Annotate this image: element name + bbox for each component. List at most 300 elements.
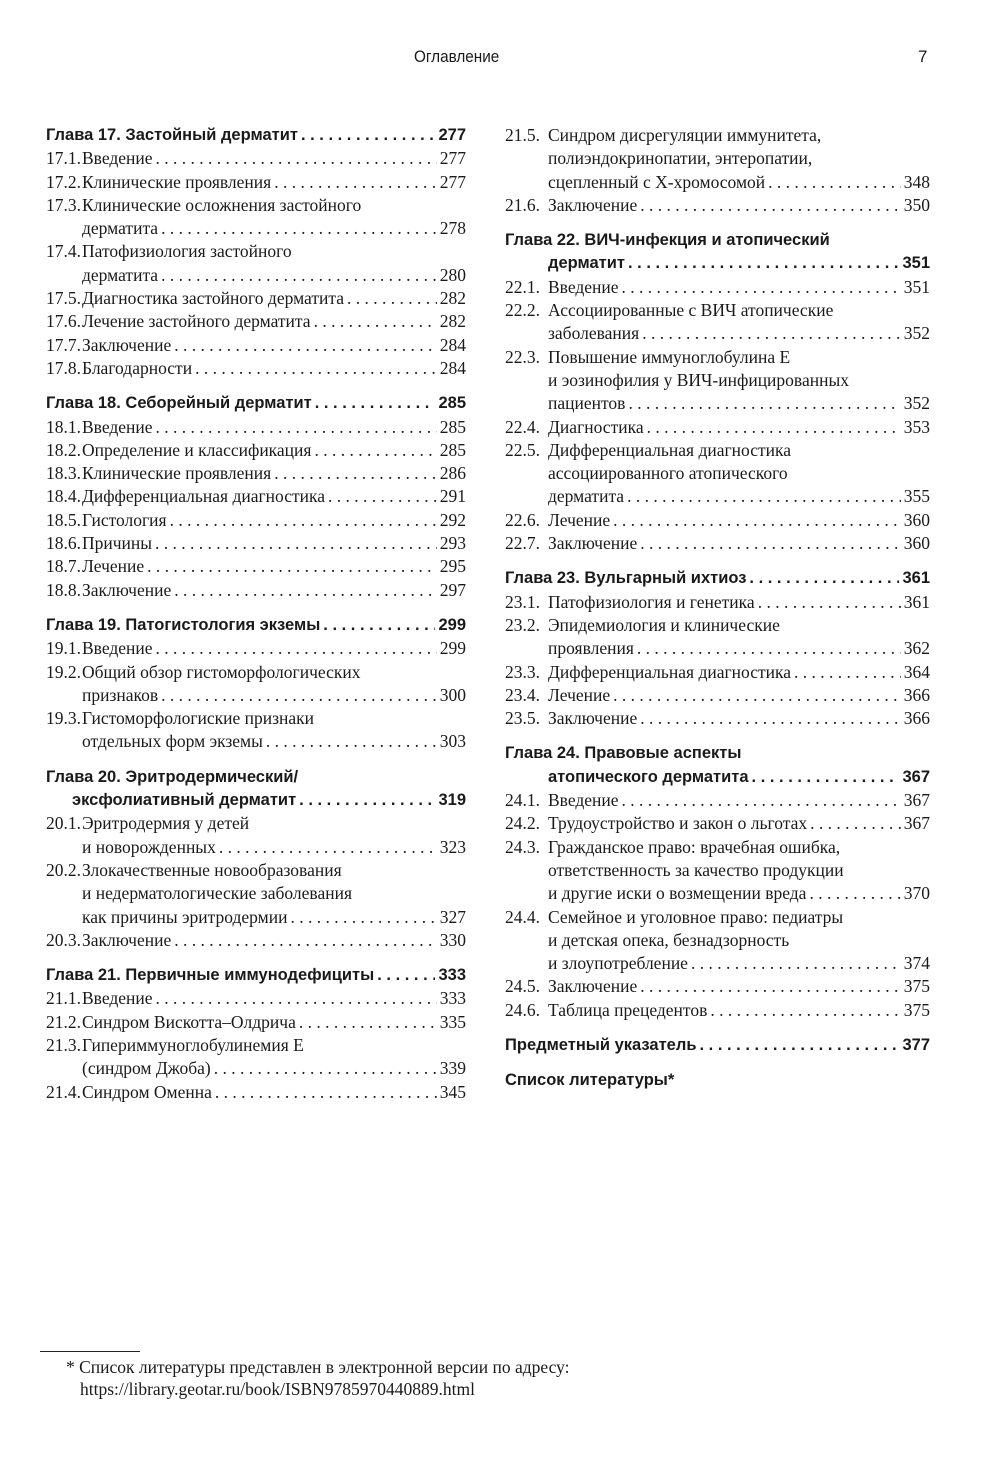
- toc-entry[interactable]: [505, 194, 930, 217]
- entry-page: 285: [439, 416, 466, 437]
- toc-entry[interactable]: [46, 439, 466, 462]
- toc-chapter[interactable]: [505, 567, 930, 590]
- toc-line: [505, 416, 930, 439]
- entry-title: Глава 18. Себорейный дерматит: [46, 394, 312, 413]
- entry-title: Синдром Вискотта–Олдрича: [82, 1011, 296, 1032]
- entry-number: 22.4.: [505, 416, 540, 437]
- toc-line: [505, 614, 930, 637]
- entry-number: 17.2.: [46, 171, 81, 192]
- toc-line: [505, 322, 930, 345]
- dot-leader: [768, 171, 901, 194]
- dot-leader: [377, 964, 435, 987]
- page-number: 7: [918, 47, 928, 66]
- toc-entry[interactable]: [505, 299, 930, 346]
- entry-title: и другие иски о возмещении вреда: [548, 883, 807, 904]
- entry-page: 350: [903, 194, 930, 215]
- toc-entry[interactable]: [46, 987, 466, 1010]
- entry-title: отдельных форм экземы: [82, 731, 263, 752]
- toc-line: [46, 1057, 466, 1080]
- entry-number: 17.5.: [46, 288, 81, 309]
- entry-title: проявления: [548, 638, 634, 659]
- entry-title: Заключение: [548, 708, 638, 729]
- entry-number: 18.1.: [46, 416, 81, 437]
- entry-title: Диагностика: [548, 416, 644, 437]
- toc-line: [505, 1069, 930, 1092]
- toc-chapter[interactable]: [505, 742, 930, 789]
- toc-line: [46, 929, 466, 952]
- toc-line: [46, 987, 466, 1010]
- toc-entry[interactable]: [46, 859, 466, 929]
- dot-leader: [215, 1081, 437, 1104]
- dot-leader: [627, 485, 901, 508]
- entry-page: 286: [439, 463, 466, 484]
- entry-page: 278: [439, 218, 466, 239]
- toc-line: [46, 462, 466, 485]
- entry-number: 19.3.: [46, 708, 81, 729]
- dot-leader: [637, 637, 901, 660]
- running-title: Оглавление: [414, 47, 500, 66]
- toc-entry[interactable]: [46, 147, 466, 170]
- toc-entry[interactable]: [505, 789, 930, 812]
- dot-leader: [156, 147, 437, 170]
- dot-leader: [266, 730, 437, 753]
- toc-entry[interactable]: [505, 346, 930, 416]
- toc-line: [46, 1034, 466, 1057]
- toc-entry[interactable]: [46, 171, 466, 194]
- toc-line: [46, 555, 466, 578]
- entry-title: ответственность за качество продукции: [548, 859, 844, 880]
- toc-entry[interactable]: [46, 334, 466, 357]
- toc-entry[interactable]: [505, 614, 930, 661]
- entry-number: 22.7.: [505, 533, 540, 554]
- toc-chapter[interactable]: [505, 1069, 930, 1092]
- entry-page: 303: [439, 731, 466, 752]
- toc-line: [505, 1034, 930, 1057]
- entry-page: 297: [439, 579, 466, 600]
- entry-page: 361: [902, 569, 930, 588]
- dot-leader: [640, 707, 901, 730]
- toc-entry[interactable]: [505, 812, 930, 835]
- entry-number: 24.4.: [505, 906, 540, 927]
- toc-line: [505, 299, 930, 322]
- toc-line: [505, 462, 930, 485]
- toc-entry[interactable]: [505, 416, 930, 439]
- entry-title: Клинические проявления: [82, 463, 272, 484]
- toc-line: [46, 310, 466, 333]
- entry-title: Эритродермия у детей: [82, 813, 250, 834]
- entry-title: Лечение: [548, 509, 611, 530]
- entry-title: Семейное и уголовное право: педиатры: [548, 906, 844, 927]
- toc-entry[interactable]: [46, 707, 466, 754]
- entry-page: 367: [903, 790, 930, 811]
- entry-page: 339: [439, 1058, 466, 1079]
- toc-line: [46, 661, 466, 684]
- toc-right-column: [505, 124, 930, 1093]
- entry-number: 24.3.: [505, 836, 540, 857]
- dot-leader: [613, 684, 901, 707]
- toc-line: [505, 567, 930, 590]
- toc-entry[interactable]: [46, 1011, 466, 1034]
- entry-page: 374: [903, 953, 930, 974]
- toc-line: [46, 766, 466, 789]
- footnote-divider: [40, 1351, 140, 1352]
- entry-page: 330: [439, 929, 466, 950]
- entry-number: 21.1.: [46, 988, 81, 1009]
- dot-leader: [174, 929, 437, 952]
- entry-number: 21.4.: [46, 1081, 81, 1102]
- toc-line: [46, 264, 466, 287]
- toc-entry[interactable]: [505, 975, 930, 998]
- entry-title: Заключение: [548, 533, 638, 554]
- entry-title: как причины эритродермии: [82, 906, 288, 927]
- entry-number: 18.3.: [46, 463, 81, 484]
- toc-chapter[interactable]: [46, 392, 466, 415]
- toc-line: [505, 684, 930, 707]
- entry-title: Лечение: [548, 684, 611, 705]
- toc-line: [46, 882, 466, 905]
- entry-number: 17.1.: [46, 148, 81, 169]
- dot-leader: [314, 310, 437, 333]
- toc-line: [505, 439, 930, 462]
- entry-title: Дифференциальная диагностика: [82, 486, 326, 507]
- dot-leader: [810, 812, 901, 835]
- toc-line: [46, 730, 466, 753]
- dot-leader: [219, 836, 437, 859]
- entry-title: Заключение: [548, 194, 638, 215]
- entry-title: Благодарности: [82, 357, 193, 378]
- dot-leader: [323, 614, 435, 637]
- toc-entry[interactable]: [46, 240, 466, 287]
- toc-line: [505, 591, 930, 614]
- toc-entry[interactable]: [505, 906, 930, 976]
- entry-title: Глава 22. ВИЧ-инфекция и атопический: [505, 231, 830, 250]
- entry-page: 299: [438, 615, 466, 634]
- toc-line: [505, 882, 930, 905]
- dot-leader: [628, 392, 900, 415]
- toc-line: [46, 614, 466, 637]
- toc-entry[interactable]: [46, 416, 466, 439]
- entry-title: Гипериммуноглобулинемия Е: [82, 1034, 304, 1055]
- toc-chapter[interactable]: [505, 229, 930, 276]
- dot-leader: [274, 171, 437, 194]
- toc-entry[interactable]: [505, 509, 930, 532]
- entry-title: дерматита: [82, 264, 159, 285]
- entry-title: Трудоустройство и закон о льготах: [548, 813, 808, 834]
- entry-number: 21.2.: [46, 1011, 81, 1032]
- entry-number: 22.6.: [505, 509, 540, 530]
- toc-line: [505, 742, 930, 765]
- entry-number: 23.3.: [505, 661, 540, 682]
- toc-entry[interactable]: [505, 836, 930, 906]
- entry-page: 323: [439, 836, 466, 857]
- dot-leader: [622, 789, 901, 812]
- entry-page: 348: [903, 171, 930, 192]
- toc-line: [505, 637, 930, 660]
- toc-chapter[interactable]: [505, 1034, 930, 1057]
- entry-title: Патофизиология застойного: [82, 241, 292, 262]
- entry-page: 285: [439, 439, 466, 460]
- toc-line: [46, 836, 466, 859]
- entry-title: Введение: [548, 790, 619, 811]
- dot-leader: [161, 684, 437, 707]
- dot-leader: [147, 555, 437, 578]
- dot-leader: [161, 217, 437, 240]
- entry-number: 24.1.: [505, 790, 540, 811]
- toc-line: [46, 906, 466, 929]
- entry-title: Гистоморфологиские признаки: [82, 708, 315, 729]
- toc-line: [46, 124, 466, 147]
- entry-title: Введение: [82, 148, 153, 169]
- toc-entry[interactable]: [505, 124, 930, 194]
- entry-number: 22.1.: [505, 276, 540, 297]
- toc-line: [505, 859, 930, 882]
- toc-line: [46, 637, 466, 660]
- toc-entry[interactable]: [46, 1081, 466, 1104]
- entry-number: 17.8.: [46, 357, 81, 378]
- dot-leader: [174, 579, 437, 602]
- toc-entry[interactable]: [46, 310, 466, 333]
- entry-number: 23.2.: [505, 614, 540, 635]
- toc-line: [46, 217, 466, 240]
- dot-leader: [155, 532, 437, 555]
- entry-title: Глава 17. Застойный дерматит: [46, 126, 298, 144]
- entry-number: 17.6.: [46, 311, 81, 332]
- toc-line: [505, 766, 930, 789]
- entry-title: и новорожденных: [82, 836, 216, 857]
- toc-entry[interactable]: [46, 929, 466, 952]
- entry-title: Заключение: [82, 334, 172, 355]
- entry-title: Лечение: [82, 556, 145, 577]
- entry-number: 17.7.: [46, 334, 81, 355]
- toc-line: [46, 812, 466, 835]
- entry-page: 352: [903, 323, 930, 344]
- entry-title: Введение: [82, 416, 153, 437]
- entry-page: 377: [902, 1035, 930, 1054]
- toc-line: [46, 439, 466, 462]
- toc-line: [505, 346, 930, 369]
- entry-page: 367: [903, 813, 930, 834]
- toc-entry[interactable]: [46, 462, 466, 485]
- entry-title: Повышение иммуноглобулина Е: [548, 346, 791, 367]
- toc-line: [46, 194, 466, 217]
- entry-page: 277: [438, 126, 466, 144]
- toc-line: [46, 392, 466, 415]
- dot-leader: [794, 661, 901, 684]
- entry-page: 375: [903, 976, 930, 997]
- entry-page: 295: [439, 556, 466, 577]
- entry-title: пациентов: [548, 393, 626, 414]
- toc-entry[interactable]: [46, 509, 466, 532]
- toc-chapter[interactable]: [46, 614, 466, 637]
- entry-page: 277: [439, 171, 466, 192]
- entry-page: 319: [438, 791, 466, 810]
- toc-line: [46, 147, 466, 170]
- toc-entry[interactable]: [46, 1034, 466, 1081]
- entry-title: Заключение: [82, 929, 172, 950]
- dot-leader: [161, 264, 437, 287]
- toc-line: [46, 532, 466, 555]
- entry-number: 23.5.: [505, 708, 540, 729]
- entry-page: 362: [903, 638, 930, 659]
- entry-number: 24.2.: [505, 813, 540, 834]
- dot-leader: [699, 1034, 899, 1057]
- entry-title: атопического дерматита: [548, 767, 749, 786]
- dot-leader: [315, 392, 436, 415]
- dot-leader: [328, 485, 437, 508]
- toc-chapter[interactable]: [46, 124, 466, 147]
- toc-line: [46, 789, 466, 812]
- entry-title: Глава 20. Эритродермический/: [46, 767, 299, 786]
- entry-page: 299: [439, 638, 466, 659]
- toc-line: [505, 485, 930, 508]
- entry-number: 18.8.: [46, 579, 81, 600]
- entry-title: Предметный указатель: [505, 1035, 697, 1054]
- toc-line: [505, 252, 930, 275]
- toc-line: [46, 171, 466, 194]
- toc-line: [46, 287, 466, 310]
- footnote-url[interactable]: https://library.geotar.ru/book/ISBN9785970440889.html: [80, 1379, 476, 1399]
- entry-number: 23.4.: [505, 684, 540, 705]
- entry-number: 22.2.: [505, 300, 540, 321]
- dot-leader: [301, 124, 436, 147]
- dot-leader: [156, 416, 437, 439]
- dot-leader: [710, 999, 900, 1022]
- entry-title: и эозинофилия у ВИЧ-инфицированных: [548, 369, 849, 390]
- toc-entry[interactable]: [46, 661, 466, 708]
- toc-entry[interactable]: [46, 287, 466, 310]
- toc-line: [505, 952, 930, 975]
- entry-title: заболевания: [548, 323, 640, 344]
- toc-line: [505, 707, 930, 730]
- entry-title: Лечение застойного дерматита: [82, 311, 311, 332]
- toc-entry[interactable]: [46, 555, 466, 578]
- entry-title: и недерматологические заболевания: [82, 883, 352, 904]
- toc-entry[interactable]: [46, 485, 466, 508]
- entry-title: сцепленный с Х-хромосомой: [548, 171, 766, 192]
- toc-entry[interactable]: [505, 999, 930, 1022]
- entry-page: 366: [903, 708, 930, 729]
- dot-leader: [299, 1011, 437, 1034]
- entry-number: 18.5.: [46, 509, 81, 530]
- toc-chapter[interactable]: [46, 766, 466, 813]
- toc-entry[interactable]: [46, 357, 466, 380]
- entry-page: 352: [903, 393, 930, 414]
- dot-leader: [752, 766, 900, 789]
- entry-title: Клинические проявления: [82, 171, 272, 192]
- toc-line: [505, 276, 930, 299]
- entry-title: дерматит: [548, 254, 625, 273]
- entry-title: полиэндокринопатии, энтеропатии,: [548, 148, 813, 169]
- toc-line: [46, 684, 466, 707]
- dot-leader: [640, 975, 901, 998]
- dot-leader: [758, 591, 901, 614]
- entry-title: Глава 23. Вульгарный ихтиоз: [505, 569, 747, 588]
- entry-number: 19.1.: [46, 638, 81, 659]
- entry-title: Ассоциированные с ВИЧ атопические: [548, 300, 834, 321]
- toc-chapter[interactable]: [46, 964, 466, 987]
- toc-line: [505, 975, 930, 998]
- dot-leader: [749, 567, 899, 590]
- dot-leader: [628, 252, 899, 275]
- toc-entry[interactable]: [505, 684, 930, 707]
- entry-title: Таблица прецедентов: [548, 999, 708, 1020]
- entry-page: 353: [903, 416, 930, 437]
- dot-leader: [156, 987, 437, 1010]
- dot-leader: [299, 789, 435, 812]
- footnote: [66, 1356, 570, 1400]
- entry-page: 335: [439, 1011, 466, 1032]
- entry-number: 24.5.: [505, 976, 540, 997]
- toc-line: [505, 392, 930, 415]
- toc-line: [505, 999, 930, 1022]
- entry-number: 20.2.: [46, 859, 81, 880]
- entry-title: Введение: [82, 638, 153, 659]
- toc-line: [46, 1011, 466, 1034]
- toc-line: [46, 334, 466, 357]
- entry-title: Диагностика застойного дерматита: [82, 288, 344, 309]
- dot-leader: [214, 1057, 437, 1080]
- dot-leader: [613, 509, 901, 532]
- entry-title: и злоупотребление: [548, 953, 688, 974]
- toc-entry[interactable]: [46, 532, 466, 555]
- toc-entry[interactable]: [505, 439, 930, 509]
- toc-line: [505, 124, 930, 147]
- entry-number: 22.3.: [505, 346, 540, 367]
- toc-entry[interactable]: [46, 194, 466, 241]
- entry-title: Гистология: [82, 509, 167, 530]
- entry-title: Злокачественные новообразования: [82, 859, 342, 880]
- entry-page: 351: [902, 254, 930, 273]
- entry-page: 291: [439, 486, 466, 507]
- toc-entry[interactable]: [46, 637, 466, 660]
- entry-number: 18.2.: [46, 439, 81, 460]
- toc-line: [505, 171, 930, 194]
- dot-leader: [691, 952, 901, 975]
- entry-title: Глава 21. Первичные иммунодефициты: [46, 966, 375, 985]
- toc-entry[interactable]: [505, 276, 930, 299]
- toc-entry[interactable]: [505, 707, 930, 730]
- toc-line: [505, 789, 930, 812]
- dot-leader: [809, 882, 900, 905]
- dot-leader: [156, 637, 437, 660]
- entry-page: 360: [903, 509, 930, 530]
- toc-line: [46, 707, 466, 730]
- entry-title: дерматита: [548, 486, 625, 507]
- toc-entry[interactable]: [505, 661, 930, 684]
- entry-number: 20.1.: [46, 813, 81, 834]
- toc-line: [505, 229, 930, 252]
- entry-page: 284: [439, 334, 466, 355]
- toc-entry[interactable]: [505, 532, 930, 555]
- toc-entry[interactable]: [46, 812, 466, 859]
- entry-number: 17.4.: [46, 241, 81, 262]
- toc-entry[interactable]: [46, 579, 466, 602]
- entry-page: 284: [439, 357, 466, 378]
- entry-number: 20.3.: [46, 929, 81, 950]
- entry-number: 19.2.: [46, 661, 81, 682]
- entry-title: Заключение: [82, 579, 172, 600]
- entry-page: 364: [903, 661, 930, 682]
- dot-leader: [290, 906, 436, 929]
- entry-page: 280: [439, 264, 466, 285]
- toc-entry[interactable]: [505, 591, 930, 614]
- toc-line: [505, 812, 930, 835]
- entry-title: Введение: [82, 988, 153, 1009]
- entry-title: и детская опека, безнадзорность: [548, 929, 790, 950]
- entry-page: 366: [903, 684, 930, 705]
- entry-title: Патофизиология и генетика: [548, 591, 755, 612]
- entry-title: Клинические осложнения застойного: [82, 194, 362, 215]
